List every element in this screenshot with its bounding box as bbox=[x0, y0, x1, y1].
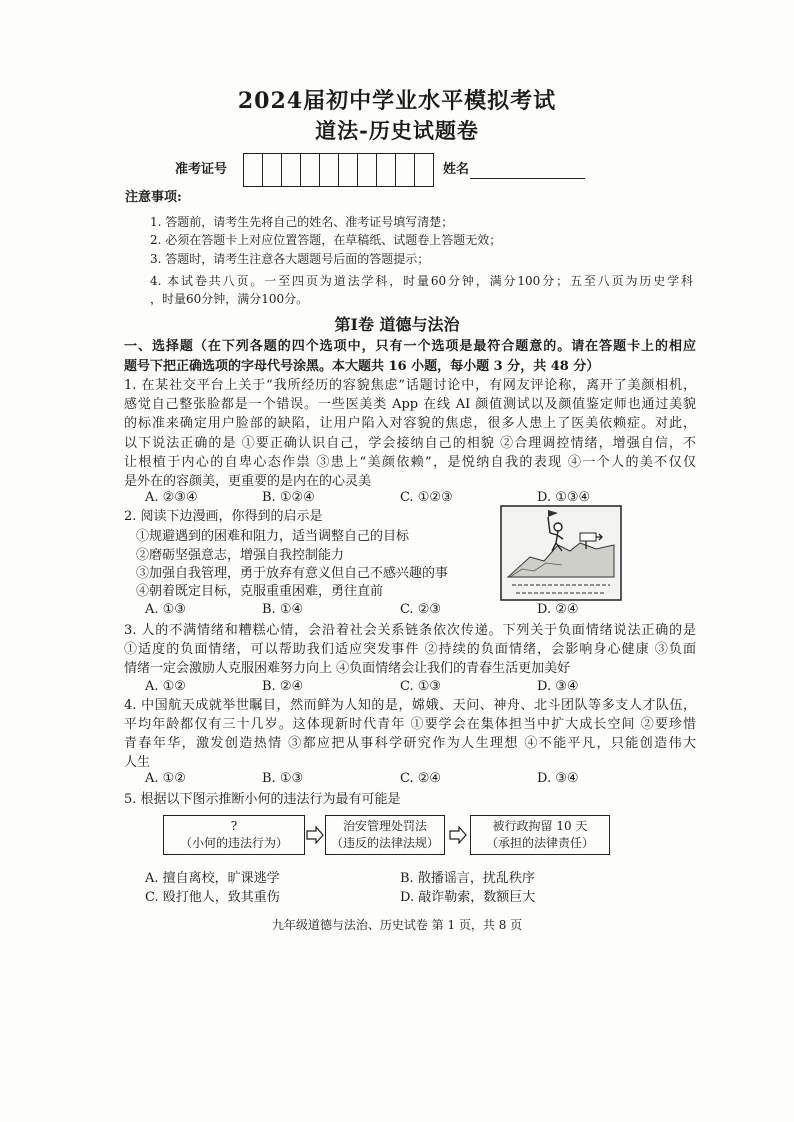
id-box[interactable] bbox=[414, 154, 434, 186]
id-box[interactable] bbox=[338, 154, 357, 186]
question-5-line: 5. 根据以下图示推断小何的违法行为最有可能是 bbox=[124, 792, 401, 807]
id-box[interactable] bbox=[319, 154, 338, 186]
question-1-line: 感觉自己整张脸都是一个错误。一些医美类 App 在线 AI 颜值测试以及颜值鉴定师也通过美貌 bbox=[124, 397, 696, 412]
question-4-option-b[interactable]: B. ①③ bbox=[262, 771, 304, 786]
id-box[interactable] bbox=[262, 154, 281, 186]
question-3-option-c[interactable]: C. ①③ bbox=[400, 679, 442, 694]
flow-arrow-icon bbox=[305, 826, 325, 844]
id-number-boxes[interactable] bbox=[243, 153, 434, 187]
notice-line: 3. 答题时，请考生注意各大题题号后面的答题提示； bbox=[150, 252, 430, 266]
name-label: 姓名 bbox=[443, 162, 470, 177]
flow-box-law bbox=[325, 815, 445, 855]
flow-box-sub: （违反的法律法规） bbox=[330, 836, 439, 850]
name-field[interactable] bbox=[470, 178, 585, 179]
question-3-line: 情绪一定会激励人克服困难努力向上 ④负面情绪会让我们的青春生活更加美好 bbox=[124, 661, 571, 676]
id-box[interactable] bbox=[300, 154, 319, 186]
flow-box-liability bbox=[470, 815, 610, 855]
section-instruction: 题号下把正确选项的字母代号涂黑。本大题共 16 小题，每小题 3 分，共 48 分） bbox=[124, 359, 600, 374]
flow-arrow-icon bbox=[448, 826, 468, 844]
question-1-line: 以下说法正确的是 ①要正确认识自己，学会接纳自己的相貌 ②合理调控情绪，增强自信，不 bbox=[124, 436, 696, 451]
notice-line: 4. 本试卷共八页。一至四页为道法学科，时量60分钟，满分100分；五至八页为历史学科 bbox=[150, 274, 693, 288]
question-1-option-d[interactable]: D. ①③④ bbox=[537, 490, 591, 505]
notice-line: 2. 必须在答题卡上对应位置答题，在草稿纸、试题卷上答题无效； bbox=[150, 233, 502, 247]
question-4-line: 人生 bbox=[124, 755, 151, 770]
flow-box-main: 治安管理处罚法 bbox=[342, 819, 427, 833]
id-label: 准考证号 bbox=[175, 162, 228, 177]
flow-box-main: ? bbox=[230, 819, 238, 833]
question-2-option-a[interactable]: A. ①③ bbox=[145, 602, 186, 617]
question-4-option-c[interactable]: C. ②④ bbox=[400, 771, 442, 786]
exam-subtitle: 道法-历史试题卷 bbox=[315, 118, 479, 143]
question-1-option-a[interactable]: A. ②③④ bbox=[145, 490, 198, 505]
id-box[interactable] bbox=[357, 154, 376, 186]
notice-line: 1. 答题前，请考生先将自己的姓名、准考证号填写清楚； bbox=[150, 215, 454, 229]
question-5-option-b[interactable]: B. 散播谣言，扰乱秩序 bbox=[400, 871, 535, 886]
question-4-option-a[interactable]: A. ①② bbox=[145, 771, 186, 786]
question-1-line: 的标准来确定用户脸部的缺陷，让用户陷入对容貌的焦虑，很多人患上了医美依赖症。对此， bbox=[124, 416, 696, 431]
exam-title: 2024届初中学业水平模拟考试 bbox=[237, 88, 557, 114]
notice-heading: 注意事项: bbox=[125, 190, 182, 205]
id-box[interactable] bbox=[243, 154, 262, 186]
question-2-line: ②磨砺坚强意志，增强自我控制能力 bbox=[136, 548, 345, 563]
question-5-option-d[interactable]: D. 敲诈勒索，数额巨大 bbox=[400, 890, 536, 905]
question-2-line: ③加强自我管理，勇于放弃有意义但自己不感兴趣的事 bbox=[136, 566, 449, 581]
id-box[interactable] bbox=[376, 154, 395, 186]
question-1-line: 让根植于内心的自卑心态作祟 ③患上“美颜依赖”，是悦纳自我的表现 ④一个人的美不仅仅 bbox=[124, 455, 696, 470]
question-1-line: 是外在的容颜美，更重要的是内在的心灵美 bbox=[124, 474, 372, 489]
question-2-option-b[interactable]: B. ①④ bbox=[262, 602, 304, 617]
question-2-option-c[interactable]: C. ②③ bbox=[400, 602, 442, 617]
question-2-line: 2. 阅读下边漫画，你得到的启示是 bbox=[124, 509, 323, 524]
question-4-line: 4. 中国航天成就举世瞩目，然而鲜为人知的是，嫦娥、天问、神舟、北斗团队等多支人才队伍， bbox=[124, 698, 696, 713]
question-4-option-d[interactable]: D. ③④ bbox=[537, 771, 579, 786]
question-3-line: 3. 人的不满情绪和糟糕心情，会沿着社会关系链条依次传递。下列关于负面情绪说法正确的是 bbox=[124, 623, 696, 638]
page-footer: 九年级道德与法治、历史试卷 第 1 页，共 8 页 bbox=[271, 918, 523, 932]
question-1-option-b[interactable]: B. ①②④ bbox=[262, 490, 315, 505]
question-5-option-c[interactable]: C. 殴打他人，致其重伤 bbox=[145, 890, 280, 905]
question-4-line: 平均年龄都仅有三十几岁。这体现新时代青年 ①要学会在集体担当中扩大成长空间 ②要珍惜 bbox=[124, 717, 696, 732]
question-3-line: ①适度的负面情绪，可以帮助我们适应突发事件 ②持续的负面情绪，会影响身心健康 ③负面 bbox=[124, 642, 696, 657]
section-title: 第I卷 道德与法治 bbox=[334, 315, 460, 334]
notice-line: ，时量60分钟，满分100分。 bbox=[150, 292, 309, 306]
question-2-line: ①规避遇到的困难和阻力，适当调整自己的目标 bbox=[136, 529, 410, 544]
flow-box-sub: （小何的违法行为） bbox=[179, 836, 288, 850]
question-2-line: ④朝着既定目标，克服重重困难，勇往直前 bbox=[136, 584, 384, 599]
question-1-line: 1. 在某社交平台上关于“我所经历的容貌焦虑”话题讨论中，有网友评论称，离开了美颜相机， bbox=[124, 378, 696, 393]
section-instruction: 一、选择题（在下列各题的四个选项中，只有一个选项是最符合题意的。请在答题卡上的相应 bbox=[124, 339, 696, 354]
question-3-option-a[interactable]: A. ①② bbox=[145, 679, 186, 694]
id-box[interactable] bbox=[395, 154, 414, 186]
question-5-option-a[interactable]: A. 擅自离校，旷课逃学 bbox=[145, 871, 280, 886]
question-3-option-b[interactable]: B. ②④ bbox=[262, 679, 304, 694]
question-2-option-d[interactable]: D. ②④ bbox=[537, 602, 579, 617]
flow-box-violation bbox=[163, 815, 305, 855]
cartoon-image bbox=[500, 505, 622, 601]
question-3-option-d[interactable]: D. ③④ bbox=[537, 679, 579, 694]
flow-box-main: 被行政拘留 10 天 bbox=[492, 819, 588, 833]
question-4-line: 青春年华，激发创造热情 ③都应把从事科学研究作为人生理想 ④不能平凡，只能创造伟大 bbox=[124, 736, 696, 751]
id-box[interactable] bbox=[281, 154, 300, 186]
question-1-option-c[interactable]: C. ①②③ bbox=[400, 490, 453, 505]
flow-box-sub: （承担的法律责任） bbox=[485, 836, 594, 850]
